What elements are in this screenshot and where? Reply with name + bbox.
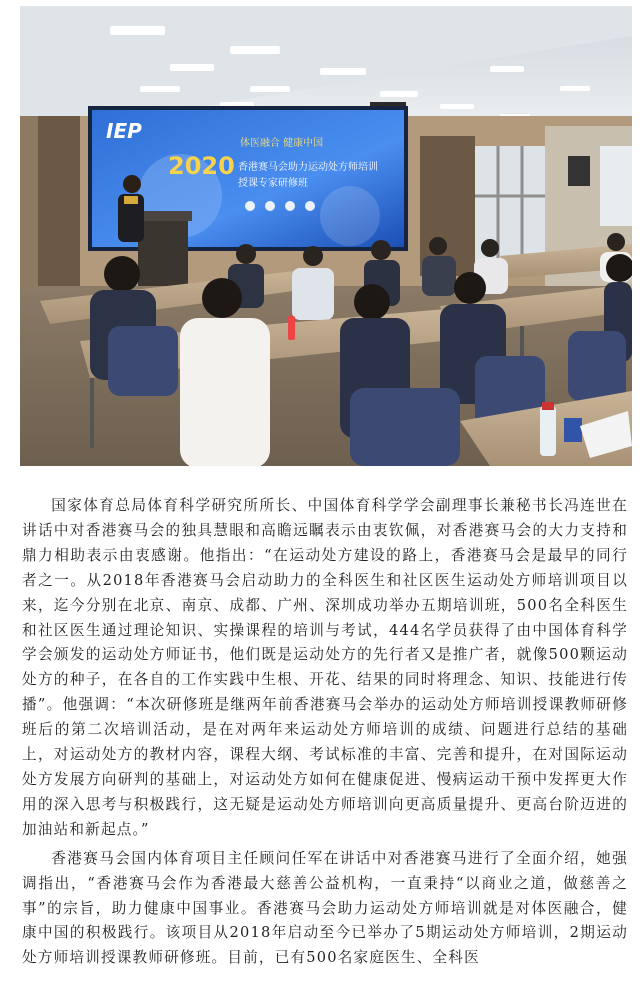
conference-photo-illustration	[20, 6, 632, 466]
slide-title-line2: 授课专家研修班	[238, 178, 308, 189]
slide-tagline: 体医融合 健康中国	[240, 138, 324, 149]
conference-photo	[20, 6, 632, 466]
slide-title-line1: 香港赛马会助力运动处方师培训	[238, 162, 378, 173]
article-body	[22, 494, 628, 975]
slide-year: 2020	[168, 152, 235, 180]
slide-logo: IEP	[106, 119, 142, 143]
article-paragraph-2: 香港赛马会国内体育项目主任顾问任军在讲话中对香港赛马进行了全面介绍，她强调指出，“香港赛马会作为香港最大慈善公益机构，一直秉持“以商业之道，做慈善之事”的宗旨，助力健康中国事业。香港赛马会助力运动处方师培训就是对体医融合，健康中国的积极践行。该项目从2018年启动至今已举办了5期运动处方师培训，2期运动处方师培训授课教师研修班。目前，已有500名家庭医生、全科医	[22, 849, 628, 967]
article-paragraph-1: 国家体育总局体育科学研究所所长、中国体育科学学会副理事长兼秘书长冯连世在讲话中对香港赛马会的独具慧眼和高瞻远瞩表示由衷钦佩，对香港赛马会的大力支持和鼎力相助表示由衷感谢。他指出：“在运动处方建设的路上，香港赛马会是最早的同行者之一。从2018年香港赛马会启动助力的全科医生和社区医生运动处方师培训项目以来，迄今分别在北京、南京、成都、广州、深圳成功举办五期培训班，500名全科医生和社区医生通过理论知识、实操课程的培训与考试，444名学员获得了由中国体育科学学会颁发的运动处方师证书，他们既是运动处方的先行者又是推广者，就像500颗运动处方的种子，在各自的工作实践中生根、开花、结果的同时将理念、知识、技能进行传播”。他强调：“本次研修班是继两年前香港赛马会举办的运动处方师培训授课教师研修班后的第二次培训活动，是在对两年来运动处方师培训的成绩、问题进行总结的基础上，对运动处方的教材内容，课程大纲、考试标准的丰富、完善和提升，在对国际运动处方发展方向研判的基础上，对运动处方如何在健康促进、慢病运动干预中发挥更大作用的深入思考与积极践行，这无疑是运动处方师培训向更高质量提升、更高台阶迈进的加油站和新起点。”	[22, 497, 628, 838]
